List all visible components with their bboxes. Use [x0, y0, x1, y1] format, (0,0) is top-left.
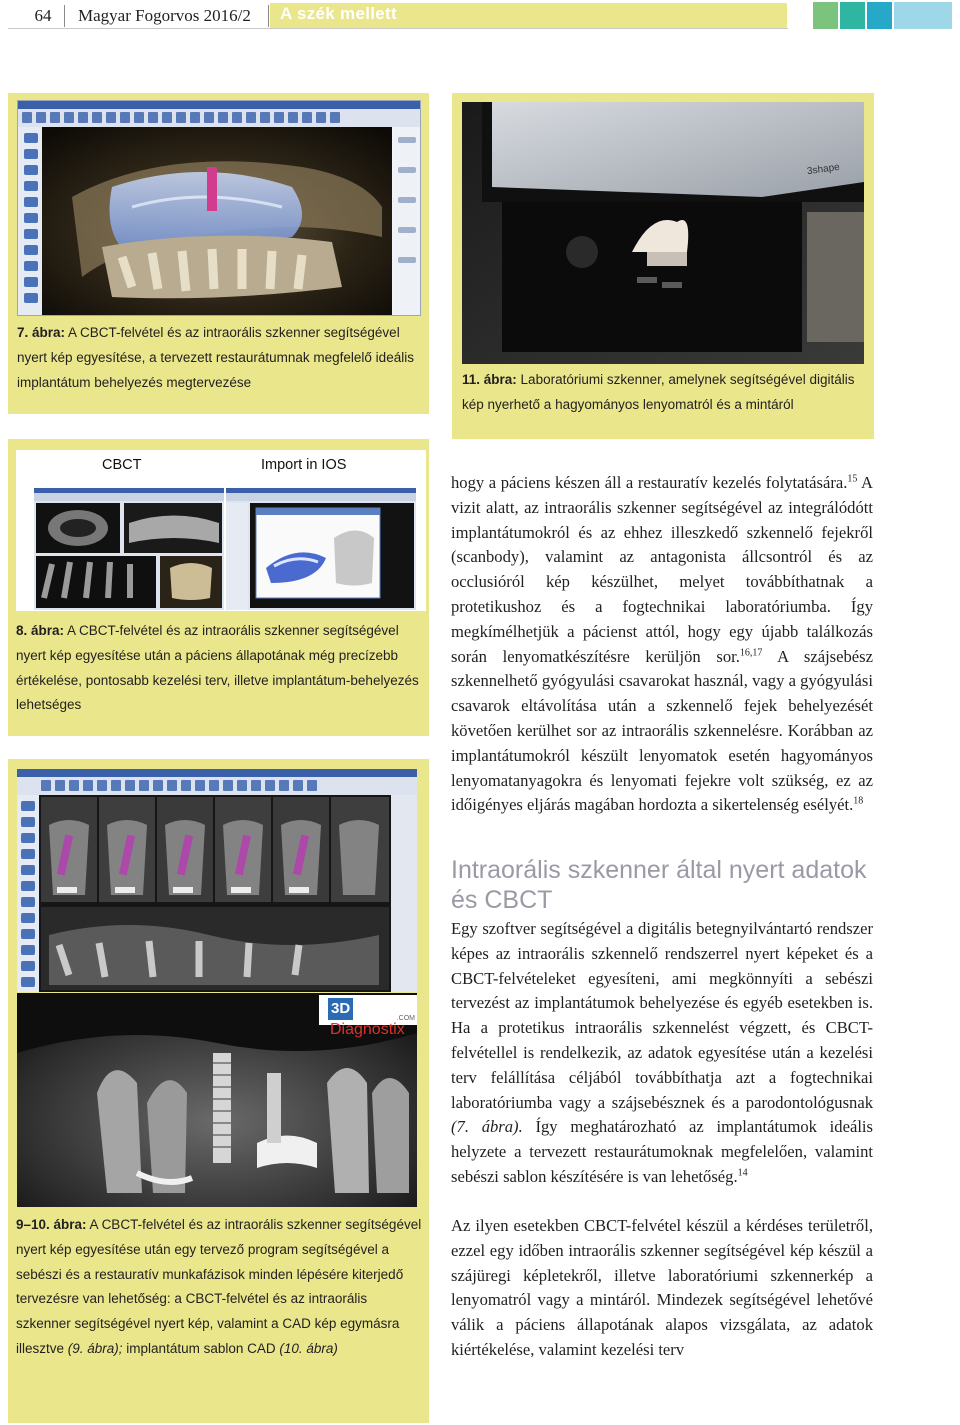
figure-9-10-label: 9–10. ábra: [16, 1217, 87, 1232]
figure-11-image [462, 102, 864, 364]
color-square [813, 2, 838, 29]
journal-title: Magyar Fogorvos 2016/2 [78, 6, 251, 25]
page-number: 64 [34, 6, 52, 25]
body-paragraph-1: hogy a páciens készen áll a restauratív kezelés folytatására.$^{15}$ A vizit alatt, az intraorális szkenner segítségével az integrálódótt implantátumokról és az ehhez illeszkedő szkennelő fejekről (scanbody), valamint az antagonista állcsontról és az occlusióról kép készülhet, melyet továbbíthatnak a protetikushoz és a fogtechnikai laboratóriumba. Így megkímélhetjük a pácienst attól, hogy egy újabb találkozás során lenyomatkészítésre kerüljön sor.$^{16,17}$ A szájsebész szkennelhető gyógyulási csavarokat használ, vagy a gyógyulási csavarok eltávolítása után a szkennelő fejek behelyezését követően kerülhet sor az intraorális szkennelésre. Korábban az implantátumokról készült lenyomatok esetén hagyományos lenyomatanyagokra és lenyomati fejekre volt szükség, ez az időigényes eljárás magában hordozta a sikertelenség esélyét.$^{18}$ [451, 473, 873, 815]
figure-9-ref: (9. ábra); [67, 1340, 123, 1356]
figure-10-ref: (10. ábra) [279, 1340, 338, 1356]
section-banner [270, 3, 787, 28]
color-square [867, 2, 892, 29]
figure-8-label: 8. ábra: [16, 623, 65, 638]
figure-7-ref: (7. ábra). [451, 1117, 523, 1137]
figure-8-ios-screen [226, 488, 416, 610]
figure-7-label: 7. ábra: [17, 325, 66, 340]
citation: 16,17 [739, 647, 763, 659]
section-title: A szék mellett [280, 4, 397, 23]
figure-9-10-caption: 9–10. ábra: A CBCT-felvétel és az intraorális szkenner segítségével nyert kép egyesítése után egy tervező program segítségével a sebészi és a restauratív munkafázisok minden lépésére kiterjedő tervezésre van lehetőség: a CBCT-felvétel és az intraorális szkenner segítségével nyert kép, valamint a CAD kép egymásra illesztve (9. ábra); implantátum sablon CAD (10. ábra) [16, 1217, 422, 1356]
figure-7-image [17, 100, 421, 316]
section-heading: Intraorális szkenner által nyert adatok és CBCT [451, 856, 867, 914]
figure-11-label: 11. ábra: [462, 372, 517, 387]
figure-7-caption: 7. ábra: A CBCT-felvétel és az intraorális szkenner segítségével nyert kép egyesítése, a tervezett restaurátumnak megfelelő ideális implantátum behelyezés megtervezése [17, 325, 414, 390]
figure-8-label-import: Import in IOS [261, 457, 347, 473]
figure-7-panel [8, 93, 429, 414]
figure-8-panel [8, 439, 429, 736]
figure-11-brand: 3shape [806, 161, 841, 178]
figure-11-panel [452, 93, 874, 439]
diagnostix-logo-3d: 3D [328, 998, 353, 1020]
header-divider [268, 5, 269, 27]
color-square [894, 2, 952, 29]
figure-7-render [42, 127, 392, 315]
header-divider [64, 5, 65, 27]
diagnostix-logo-name: Diagnostix [330, 1021, 405, 1038]
citation: 18 [853, 795, 864, 807]
figure-8-image [16, 450, 426, 611]
figure-11-caption: 11. ábra: Laboratóriumi szkenner, amelynek segítségével digitális kép nyerhető a hagyományos lenyomatról és a mintáról [462, 372, 855, 412]
figure-8-caption: 8. ábra: A CBCT-felvétel és az intraorális szkenner segítségével nyert kép egyesítése után a páciens állapotának még precízebb értékelése, pontosabb kezelési terv, illetve implantátum-behelyezés lehetséges [16, 623, 419, 713]
figure-8-label-cbct: CBCT [102, 457, 142, 473]
citation: 14 [737, 1167, 748, 1179]
diagnostix-logo [328, 998, 417, 1038]
body-paragraph-2: Egy szoftver segítségével a digitális betegnyilvántartó rendszer képes az intraorális szkennelő rendszerrel nyert képeket és a CBCT-felvételeket egyesíteni, ami megkönnyíti a sebészi tervezést az implantátumok behelyezése és egyéb esetekben is. Ha a protetikus intraorális szkennelést végzett, és CBCT-felvétellel is rendelkezik, az adatok egyesítése után a kezelési terv felállítása céljából továbbíthatja azt a fogtechnikai laboratóriumba vagy a szájsebésznek és a parodontológusnak (7. ábra). Így meghatározható az implantátumok ideális helyzete a tervezett restaurátumoknak megfelelően, valamint sebészi sablon készítésére is van lehetőség.$^{14}$ [451, 919, 873, 1186]
figure-10-image [17, 993, 417, 1207]
figure-9-10-panel [8, 759, 429, 1423]
diagnostix-logo-suffix: .COM [396, 1015, 415, 1022]
citation: 15 [847, 473, 858, 485]
color-square [840, 2, 865, 29]
figure-8-cbct-screen [34, 488, 224, 610]
header-rule [8, 28, 788, 29]
figure-9-image [17, 769, 417, 992]
figure-9-slices [39, 795, 391, 992]
body-paragraph-3: Az ilyen esetekben CBCT-felvétel készül a kérdéses területről, ezzel egy időben intraorális szkenner segítségével kép készül a szájüregi képletekről, illetve laboratóriumi szkennerkép a lenyomatról vagy a mintáról. Mindezek segítségével lehetővé válik a páciens állapotának alapos vizsgálata, az adatok kiértékelése, valamint kezelési terv [451, 1216, 873, 1359]
